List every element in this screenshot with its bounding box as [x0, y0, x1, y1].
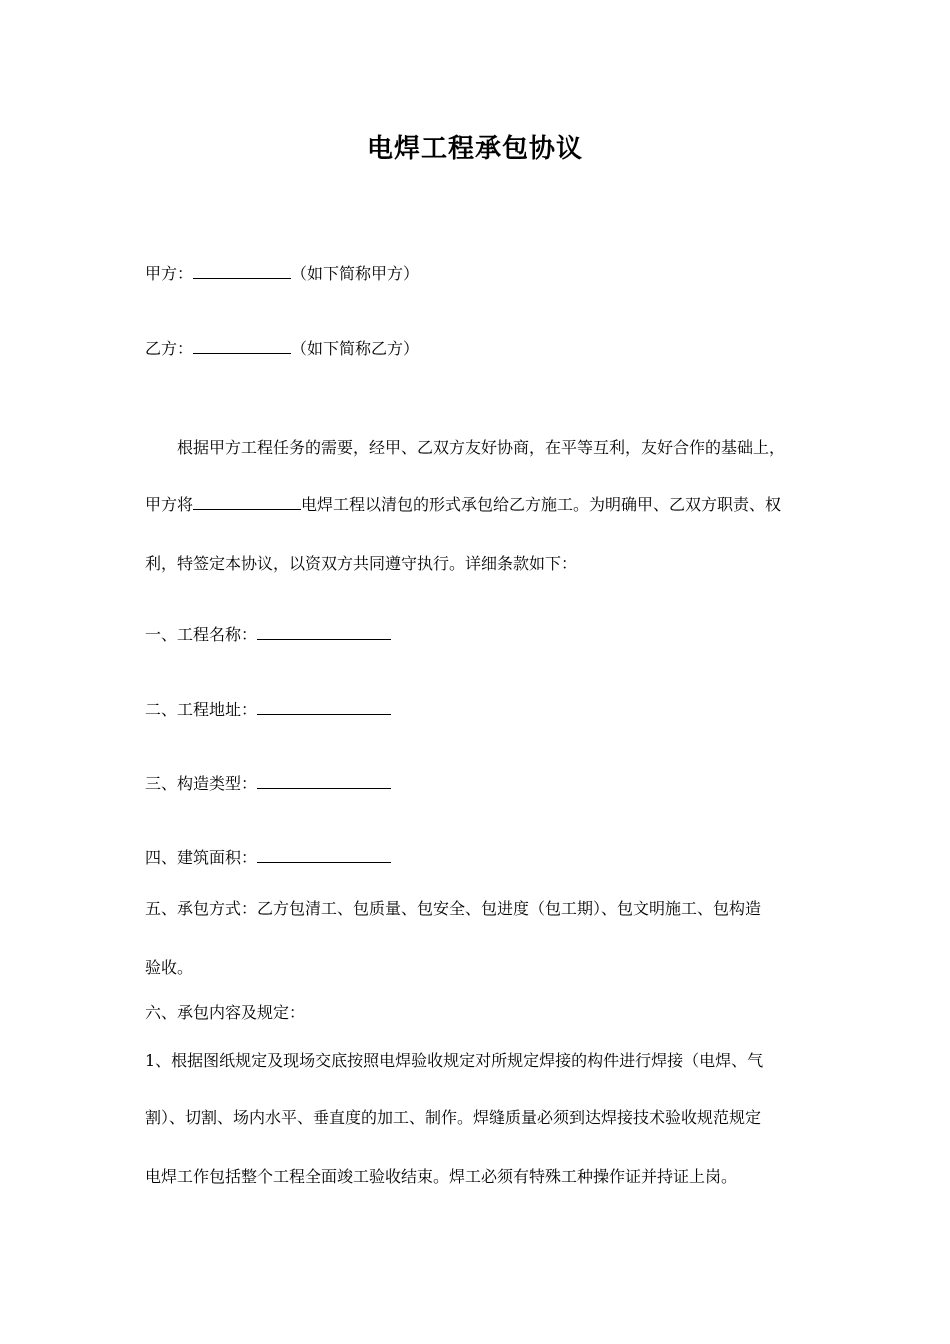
clause-3: [145, 772, 391, 796]
clause-2-blank: [257, 698, 391, 715]
party-a-note: （如下简称甲方）: [291, 264, 420, 283]
party-b-blank: [193, 337, 291, 354]
project-name-blank: [193, 493, 301, 510]
clause-6-1-line-1: 1、根据图纸规定及现场交底按照电焊验收规定对所规定焊接的构件进行焊接（电焊、气: [145, 1051, 764, 1070]
clause-6-1-line-2: 割）、切割、场内水平、垂直度的加工、制作。焊缝质量必须到达焊接技术验收规范规定: [145, 1108, 762, 1127]
clause-5-line-2: 验收。: [145, 958, 194, 977]
clause-1: [145, 623, 391, 647]
clause-1-label: 一、工程名称：: [145, 625, 258, 644]
clause-6-1-line-3: 电焊工作包括整个工程全面竣工验收结束。焊工必须有特殊工种操作证并持证上岗。: [145, 1167, 738, 1186]
party-b-line: [145, 337, 419, 361]
clause-4-label: 四、建筑面积：: [145, 848, 258, 867]
intro-line-1: 根据甲方工程任务的需要，经甲、乙双方友好协商，在平等互利，友好合作的基础上，: [177, 438, 786, 457]
intro-line-2-prefix: 甲方将: [145, 495, 194, 514]
document-title: 电焊工程承包协议: [366, 134, 583, 164]
party-a-line: [145, 262, 419, 286]
intro-line-2-suffix: 电焊工程以清包的形式承包给乙方施工。为明确甲、乙双方职责、权: [301, 495, 782, 514]
clause-2-label: 二、工程地址：: [145, 700, 258, 719]
clause-2: [145, 698, 391, 722]
party-b-note: （如下简称乙方）: [291, 339, 420, 358]
clause-4: [145, 846, 391, 870]
clause-6-heading: 六、承包内容及规定：: [145, 1003, 306, 1022]
clause-5-line-1: 五、承包方式：乙方包清工、包质量、包安全、包进度（包工期）、包文明施工、包构造: [145, 899, 762, 918]
clause-1-blank: [257, 623, 391, 640]
clause-3-label: 三、构造类型：: [145, 774, 258, 793]
party-a-label: 甲方：: [145, 264, 194, 283]
clause-3-blank: [257, 772, 391, 789]
party-a-blank: [193, 262, 291, 279]
party-b-label: 乙方：: [145, 339, 194, 358]
intro-line-2: [145, 493, 781, 517]
intro-line-3: 利，特签定本协议，以资双方共同遵守执行。详细条款如下：: [145, 554, 578, 573]
clause-4-blank: [257, 846, 391, 863]
